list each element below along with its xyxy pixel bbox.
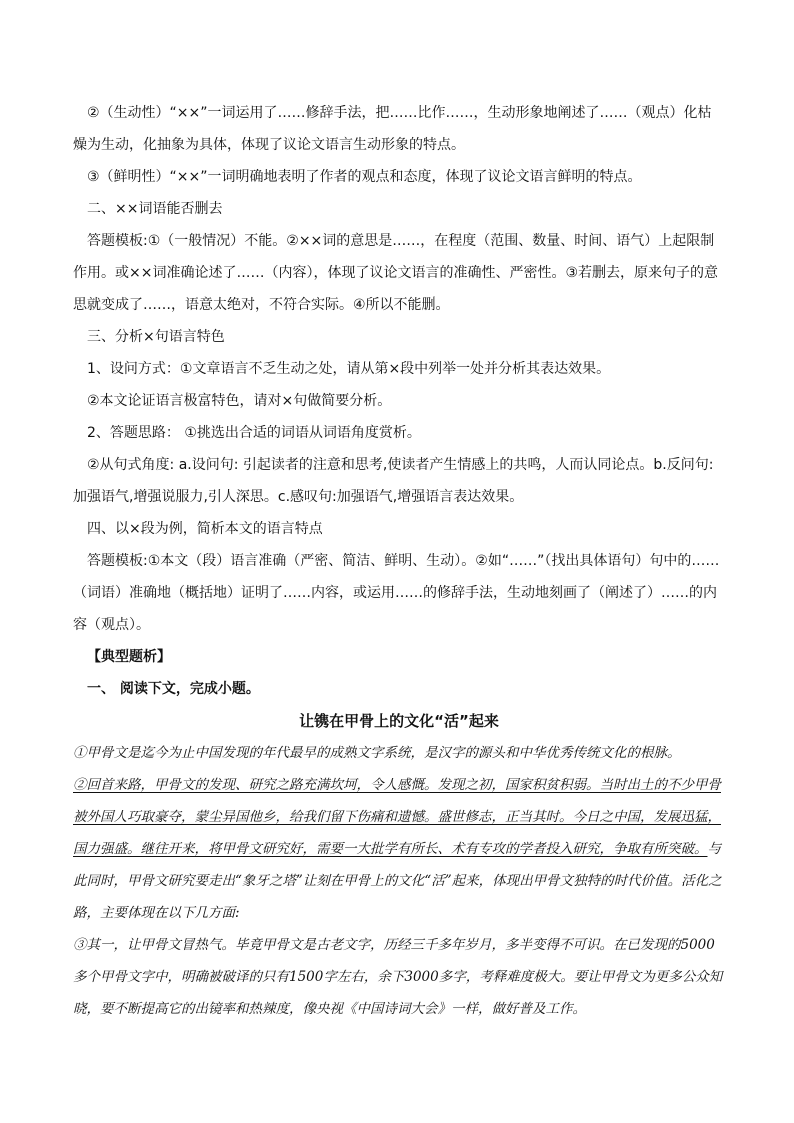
heading-sentence-features: 三、分析×句语言特色 [87,329,225,345]
paragraph-distinctness: ③（鲜明性）“××”一词明确地表明了作者的观点和态度，体现了议论文语言鲜明的特点。 [87,169,642,185]
heading-paragraph-language: 四、以×段为例，简析本文的语言特点 [87,521,323,537]
question-format-2: ②本文论证语言极富特色，请对×句做简要分析。 [87,393,392,409]
passage-paragraph-3: ③其一，让甲骨文冒热气。毕竟甲骨文是古老文字，历经三千多年岁月，多半变得不可识。在已发现的5000多个甲骨文字中，明确被破译的只有1500字左右，余下3000多字，考释难度极大。要让甲骨文为更多公众知晓，要不断提高它的出镜率和热辣度，像央视《中国诗词大会》一样，做好普及工作。 [73,937,723,1017]
passage-paragraph-2 [73,769,725,929]
reading-passage [73,737,725,1025]
reading-task: 一、 阅读下文，完成小题。 [87,681,260,697]
question-format-1: 1、设问方式：①文章语言不乏生动之处，请从第×段中列举一处并分析其表达效果。 [87,361,611,377]
answer-approach: 2、答题思路： ①挑选出合适的词语从词语角度赏析。 [87,425,421,441]
passage-paragraph-1: ①甲骨文是迄今为止中国发现的年代最早的成熟文字系统，是汉字的源头和中华优秀传统文化的根脉。 [73,745,681,761]
answer-template-deletion: 答题模板:①（一般情况）不能。②××词的意思是……，在程度（范围、数量、时间、语气）上起限制作用。或××词准确论述了……（内容），体现了议论文语言的准确性、严密性。③若删去，原来句子的意思就变成了……，语意太绝对，不符合实际。④所以不能删。 [73,233,719,313]
paragraph-vividness: ②（生动性）“××”一词运用了……修辞手法，把……比作……，生动形象地阐述了……（观点）化枯燥为生动，化抽象为具体，体现了议论文语言生动形象的特点。 [73,105,712,153]
heading-can-word-be-deleted: 二、××词语能否删去 [87,201,223,217]
underlined-sentence: ②回首来路，甲骨文的发现、研究之路充满坎坷，令人感慨。发现之初，国家积贫积弱。当时出土的不少甲骨被外国人巧取豪夺，蒙尘异国他乡，给我们留下伤痛和遗憾。盛世修志，正当其时。今日之中国，发展迅猛，国力强盛。继往开来，将甲骨文研究好，需要一大批学有所长、术有专攻的学者投入研究，争取有所突破。 [73,777,721,857]
sentence-type-angle: ②从句式角度: a.设问句: 引起读者的注意和思考,使读者产生情感上的共鸣，人而认同论点。b.反问句:加强语气,增强说服力,引人深思。c.感叹句:加强语气,增强语言表达效果。 [73,457,714,505]
passage-paragraph-2-rest: 与此同时，甲骨文研究要走出“象牙之塔”让刻在甲骨上的文化“活”起来，体现出甲骨文独特的时代价值。活化之路，主要体现在以下几方面: [73,841,722,921]
answer-template-language: 答题模板:①本文（段）语言准确（严密、简洁、鲜明、生动）。②如“……”（找出具体语句）句中的……（词语）准确地（概括地）证明了……内容，或运用……的修辞手法，生动地刻画了（阐述了）……的内容（观点）。 [73,553,720,633]
passage-title: 让镌在甲骨上的文化“活”起来 [299,712,499,730]
document-body [73,97,725,1025]
typical-examples-label: 【典型题析】 [87,649,171,665]
